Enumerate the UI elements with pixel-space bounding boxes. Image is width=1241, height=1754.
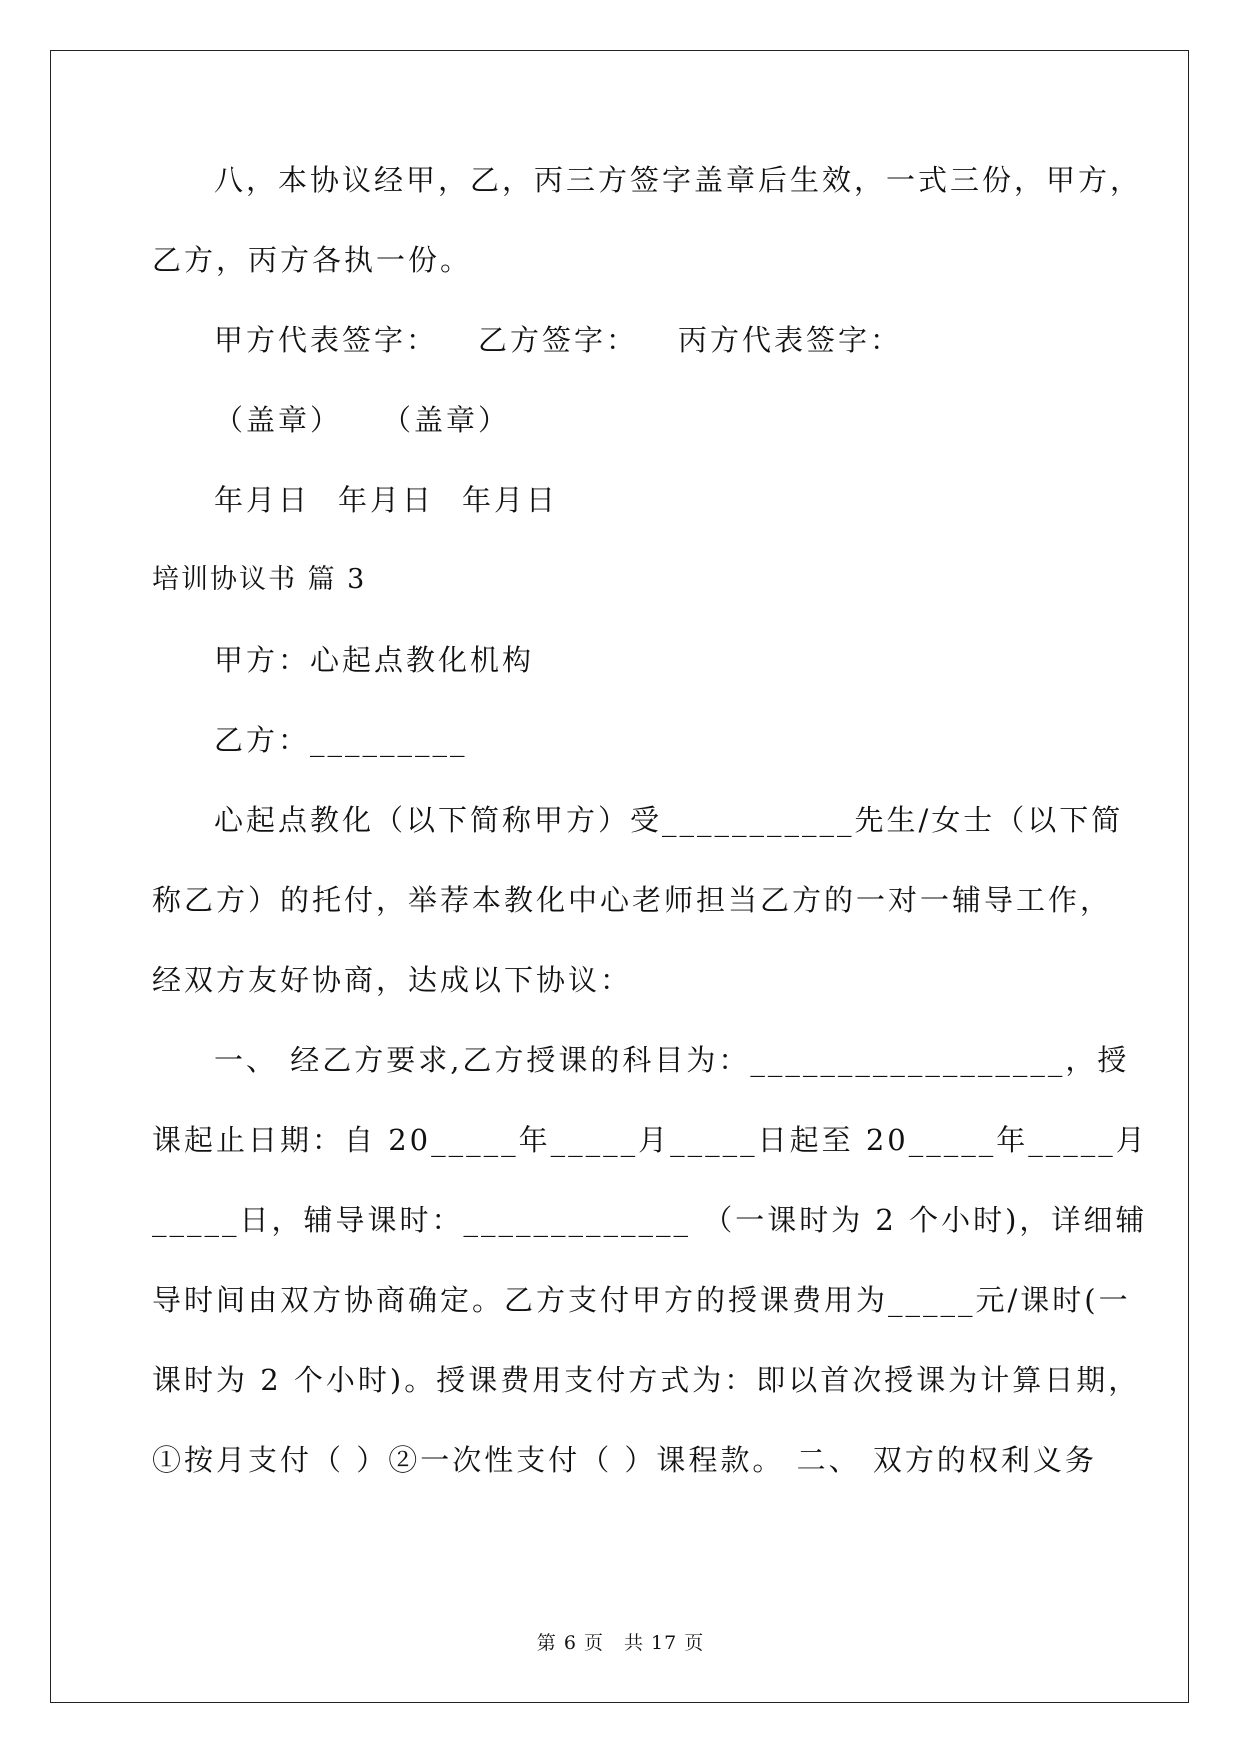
- paragraph-line: 心起点教化（以下简称甲方）受___________先生/女士（以下简: [214, 803, 1124, 837]
- paragraph-line: ①按月支付（ ）②一次性支付（ ）课程款。 二、 双方的权利义务: [152, 1443, 1097, 1477]
- date-label: 年月日: [338, 483, 435, 517]
- paragraph-line: 课起止日期：自 20_____年_____月_____日起至 20_____年_____月: [152, 1123, 1148, 1157]
- party-b-signature-label: 乙方签字：: [478, 323, 639, 357]
- party-a-signature-label: 甲方代表签字：: [214, 323, 439, 357]
- paragraph-line: 一、 经乙方要求,乙方授课的科目为：__________________，授: [214, 1043, 1130, 1077]
- date-label: 年月日: [214, 483, 311, 517]
- page-footer: [0, 1628, 1241, 1655]
- date-label: 年月日: [462, 483, 559, 517]
- party-c-signature-label: 丙方代表签字：: [678, 323, 903, 357]
- party-a-line: 甲方：心起点教化机构: [214, 643, 535, 677]
- seal-label: （盖章）: [214, 403, 343, 437]
- document-body: [152, 160, 1148, 1520]
- paragraph-line: 经双方友好协商，达成以下协议：: [152, 963, 633, 997]
- date-row: [152, 480, 1092, 520]
- seal-row: [152, 400, 1092, 440]
- party-b-line: 乙方：_________: [214, 723, 468, 757]
- paragraph-line: 八，本协议经甲，乙，丙三方签字盖章后生效，一式三份，甲方，: [214, 163, 1143, 197]
- section-heading: 培训协议书 篇 3: [152, 564, 367, 595]
- page-total: 共 17 页: [623, 1632, 705, 1654]
- seal-label: （盖章）: [382, 403, 511, 437]
- paragraph-line: 导时间由双方协商确定。乙方支付甲方的授课费用为_____元/课时(一: [152, 1283, 1131, 1317]
- paragraph-line: 乙方，丙方各执一份。: [152, 243, 473, 277]
- page-number: 第 6 页: [536, 1632, 604, 1654]
- paragraph-line: 称乙方）的托付，举荐本教化中心老师担当乙方的一对一辅导工作，: [152, 883, 1113, 917]
- signature-row: [152, 320, 1092, 360]
- paragraph-line: _____日，辅导课时：_____________ （一课时为 2 个小时)，详细辅: [152, 1203, 1148, 1237]
- paragraph-line: 课时为 2 个小时)。授课费用支付方式为：即以首次授课为计算日期，: [152, 1363, 1141, 1397]
